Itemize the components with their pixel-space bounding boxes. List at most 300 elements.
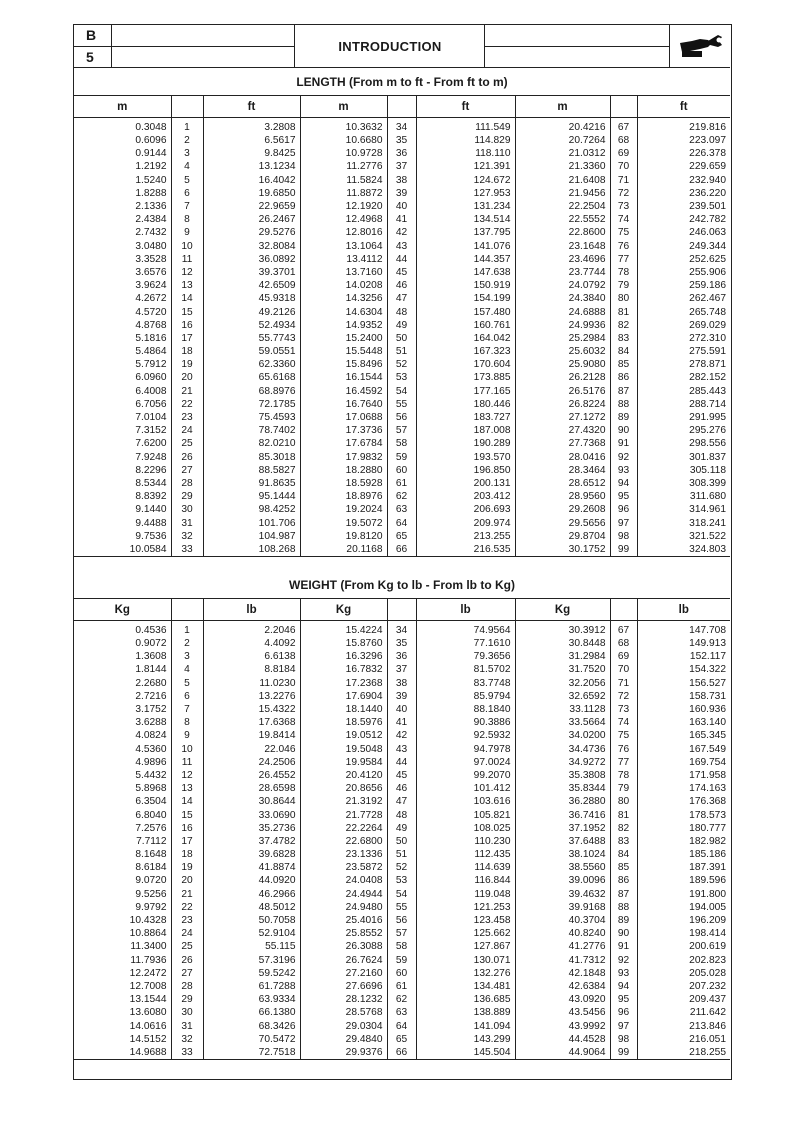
conversion-cell: 33.0690 [203,808,300,821]
conversion-cell: 13.1064 [300,240,387,253]
conversion-cell: 39.3701 [203,266,300,279]
value-index-cell: 13 [171,782,203,795]
conversion-cell: 0.9144 [74,147,171,160]
value-index-cell: 72 [610,187,637,200]
value-index-cell: 42 [387,729,416,742]
conversion-cell: 19.2024 [300,503,387,516]
conversion-cell: 190.289 [416,437,515,450]
value-index-cell: 18 [171,345,203,358]
conversion-cell: 28.6598 [203,782,300,795]
conversion-cell: 10.0584 [74,543,171,557]
conversion-cell: 24.0408 [300,874,387,887]
conversion-cell: 198.414 [689,928,726,940]
conversion-cell: 32.2056 [515,677,610,690]
conversion-cell: 57.3196 [203,954,300,967]
table-row [74,901,730,914]
conversion-cell: 108.268 [203,543,300,557]
conversion-cell: 3.1752 [74,703,171,716]
conversion-cell: 88.1840 [416,703,515,716]
conversion-cell: 23.5872 [300,861,387,874]
value-index-cell: 1 [171,118,203,135]
conversion-cell: 19.8120 [300,530,387,543]
value-index-cell: 64 [387,516,416,529]
conversion-cell: 143.299 [416,1033,515,1046]
length-section-title: LENGTH (From m to ft - From ft to m) [296,75,508,89]
conversion-cell: 118.110 [416,147,515,160]
table-row [74,663,730,676]
conversion-cell: 144.357 [416,253,515,266]
conversion-cell: 36.0892 [203,253,300,266]
table-row [74,795,730,808]
value-index-cell: 49 [387,319,416,332]
conversion-cell: 24.9936 [515,319,610,332]
conversion-cell: 187.391 [689,862,726,874]
value-index-cell: 41 [387,716,416,729]
value-index-cell: 48 [387,808,416,821]
conversion-cell: 91.8635 [203,477,300,490]
conversion-cell: 17.0688 [300,411,387,424]
conversion-cell: 0.9072 [74,637,171,650]
value-index-cell: 95 [610,993,637,1006]
conversion-cell: 15.5448 [300,345,387,358]
table-row [74,690,730,703]
conversion-cell: 79.3656 [416,650,515,663]
value-index-cell: 83 [610,332,637,345]
value-index-cell: 56 [387,914,416,927]
length-header-cell: m [74,96,171,118]
conversion-cell: 40.3704 [515,914,610,927]
conversion-cell: 99.2070 [416,769,515,782]
conversion-cell: 15.8496 [300,358,387,371]
weight-conversion-table [74,598,730,1060]
value-index-cell: 52 [387,358,416,371]
conversion-cell: 1.8144 [74,663,171,676]
value-index-cell: 41 [387,213,416,226]
value-index-cell: 29 [171,490,203,503]
value-index-cell: 74 [610,716,637,729]
conversion-cell: 104.987 [203,530,300,543]
value-index-cell: 6 [171,187,203,200]
conversion-cell: 34.0200 [515,729,610,742]
conversion-cell: 34.9272 [515,756,610,769]
conversion-cell: 40.8240 [515,927,610,940]
table-row [74,967,730,980]
value-index-cell: 97 [610,1019,637,1032]
conversion-cell: 196.850 [416,464,515,477]
conversion-cell: 232.940 [689,174,726,186]
conversion-cell: 21.3192 [300,795,387,808]
conversion-cell: 21.9456 [515,187,610,200]
conversion-cell: 39.4632 [515,888,610,901]
conversion-cell: 8.2296 [74,464,171,477]
table-row [74,1006,730,1019]
conversion-cell: 50.7058 [203,914,300,927]
table-row [74,451,730,464]
value-index-cell: 91 [610,437,637,450]
value-index-cell: 60 [387,967,416,980]
conversion-cell: 1.5240 [74,174,171,187]
conversion-cell: 3.2808 [203,118,300,135]
conversion-cell: 3.0480 [74,240,171,253]
conversion-cell: 1.2192 [74,160,171,173]
conversion-cell: 11.7936 [74,954,171,967]
conversion-cell: 15.8760 [300,637,387,650]
conversion-cell: 18.2880 [300,464,387,477]
value-index-cell: 69 [610,147,637,160]
conversion-cell: 138.889 [416,1006,515,1019]
conversion-cell: 28.6512 [515,477,610,490]
conversion-cell: 75.4593 [203,411,300,424]
conversion-cell: 164.042 [416,332,515,345]
conversion-cell: 20.8656 [300,782,387,795]
conversion-cell: 77.1610 [416,637,515,650]
conversion-cell: 4.0824 [74,729,171,742]
conversion-cell: 13.1234 [203,160,300,173]
conversion-cell: 275.591 [689,346,726,358]
table-row [74,464,730,477]
weight-header-cell: Kg [74,599,171,621]
conversion-cell: 26.3088 [300,940,387,953]
conversion-cell: 110.230 [416,835,515,848]
conversion-cell: 33.1128 [515,703,610,716]
conversion-cell: 45.9318 [203,292,300,305]
conversion-cell: 1.3608 [74,650,171,663]
header-divider-right [485,46,670,47]
weight-header-cell [387,599,416,621]
header-divider-left [74,46,295,47]
value-index-cell: 42 [387,226,416,239]
conversion-cell: 31.2984 [515,650,610,663]
value-index-cell: 2 [171,637,203,650]
value-index-cell: 94 [610,477,637,490]
value-index-cell: 68 [610,637,637,650]
value-index-cell: 43 [387,240,416,253]
conversion-cell: 18.5976 [300,716,387,729]
conversion-cell: 17.6368 [203,716,300,729]
conversion-cell: 2.7432 [74,226,171,239]
table-row [74,1046,730,1060]
conversion-cell: 38.1024 [515,848,610,861]
value-index-cell: 67 [610,118,637,135]
conversion-cell: 112.435 [416,848,515,861]
value-index-cell: 70 [610,663,637,676]
conversion-cell: 145.504 [416,1046,515,1060]
conversion-cell: 21.0312 [515,147,610,160]
table-row [74,530,730,543]
conversion-cell: 8.8184 [203,663,300,676]
value-index-cell: 22 [171,398,203,411]
value-index-cell: 44 [387,253,416,266]
conversion-cell: 28.3464 [515,464,610,477]
value-index-cell: 53 [387,371,416,384]
conversion-cell: 19.8414 [203,729,300,742]
conversion-cell: 17.6784 [300,437,387,450]
table-row [74,769,730,782]
value-index-cell: 72 [610,690,637,703]
conversion-cell: 63.9334 [203,993,300,1006]
conversion-cell: 6.0960 [74,371,171,384]
value-index-cell: 29 [171,993,203,1006]
conversion-cell: 43.9992 [515,1019,610,1032]
table-row [74,782,730,795]
conversion-cell: 41.7312 [515,954,610,967]
length-header-cell: ft [416,96,515,118]
table-row [74,703,730,716]
conversion-cell: 9.1440 [74,503,171,516]
value-index-cell: 19 [171,358,203,371]
table-row [74,637,730,650]
value-index-cell: 90 [610,424,637,437]
conversion-cell: 15.4224 [300,621,387,638]
value-index-cell: 7 [171,200,203,213]
conversion-cell: 28.5768 [300,1006,387,1019]
conversion-cell: 285.443 [689,385,726,397]
conversion-cell: 141.076 [416,240,515,253]
conversion-cell: 65.6168 [203,371,300,384]
conversion-cell: 85.9794 [416,690,515,703]
conversion-cell: 28.0416 [515,451,610,464]
conversion-cell: 24.3840 [515,292,610,305]
conversion-cell: 103.616 [416,795,515,808]
conversion-cell: 27.1272 [515,411,610,424]
value-index-cell: 21 [171,888,203,901]
table-row [74,1033,730,1046]
value-index-cell: 51 [387,848,416,861]
conversion-cell: 70.5472 [203,1033,300,1046]
value-index-cell: 52 [387,861,416,874]
conversion-cell: 239.501 [689,201,726,213]
value-index-cell: 58 [387,940,416,953]
conversion-cell: 19.0512 [300,729,387,742]
value-index-cell: 78 [610,769,637,782]
table-row [74,411,730,424]
conversion-cell: 20.1168 [300,543,387,557]
conversion-cell: 55.7743 [203,332,300,345]
conversion-cell: 6.7056 [74,398,171,411]
value-index-cell: 37 [387,160,416,173]
table-row [74,516,730,529]
conversion-cell: 200.619 [689,941,726,953]
conversion-cell: 116.844 [416,874,515,887]
value-index-cell: 26 [171,451,203,464]
value-index-cell: 75 [610,729,637,742]
value-index-cell: 26 [171,954,203,967]
value-index-cell: 13 [171,279,203,292]
value-index-cell: 84 [610,848,637,861]
conversion-cell: 125.662 [416,927,515,940]
conversion-cell: 169.754 [689,756,726,768]
conversion-cell: 196.209 [689,915,726,927]
conversion-cell: 121.391 [416,160,515,173]
conversion-cell: 178.573 [689,809,726,821]
value-index-cell: 2 [171,134,203,147]
value-index-cell: 93 [610,464,637,477]
conversion-cell: 7.6200 [74,437,171,450]
conversion-cell: 55.115 [203,940,300,953]
conversion-cell: 66.1380 [203,1006,300,1019]
conversion-cell: 9.0720 [74,874,171,887]
conversion-cell: 17.2368 [300,677,387,690]
conversion-cell: 211.642 [689,1007,726,1019]
conversion-cell: 92.5932 [416,729,515,742]
value-index-cell: 46 [387,782,416,795]
conversion-cell: 13.7160 [300,266,387,279]
value-index-cell: 27 [171,967,203,980]
conversion-cell: 32.6592 [515,690,610,703]
table-row [74,716,730,729]
conversion-cell: 157.480 [416,305,515,318]
conversion-cell: 18.5928 [300,477,387,490]
conversion-cell: 16.7640 [300,398,387,411]
value-index-cell: 74 [610,213,637,226]
conversion-cell: 27.2160 [300,967,387,980]
value-index-cell: 73 [610,703,637,716]
conversion-cell: 301.837 [689,451,726,463]
value-index-cell: 92 [610,954,637,967]
value-index-cell: 21 [171,385,203,398]
value-index-cell: 65 [387,1033,416,1046]
conversion-cell: 127.953 [416,187,515,200]
conversion-cell: 14.9352 [300,319,387,332]
table-row [74,993,730,1006]
value-index-cell: 4 [171,663,203,676]
conversion-cell: 12.1920 [300,200,387,213]
weight-header-cell: Kg [300,599,387,621]
table-row [74,822,730,835]
table-row [74,503,730,516]
conversion-cell: 5.8968 [74,782,171,795]
value-index-cell: 5 [171,174,203,187]
value-index-cell: 70 [610,160,637,173]
conversion-cell: 48.5012 [203,901,300,914]
length-header-cell: m [300,96,387,118]
value-index-cell: 81 [610,305,637,318]
conversion-cell: 4.8768 [74,319,171,332]
conversion-cell: 213.846 [689,1020,726,1032]
conversion-cell: 203.412 [416,490,515,503]
conversion-cell: 24.0792 [515,279,610,292]
conversion-cell: 314.961 [689,504,726,516]
conversion-cell: 185.186 [689,849,726,861]
value-index-cell: 98 [610,1033,637,1046]
conversion-cell: 23.4696 [515,253,610,266]
conversion-cell: 134.514 [416,213,515,226]
conversion-cell: 52.4934 [203,319,300,332]
conversion-cell: 14.9688 [74,1046,171,1060]
conversion-cell: 18.8976 [300,490,387,503]
conversion-cell: 7.7112 [74,835,171,848]
conversion-cell: 11.3400 [74,940,171,953]
conversion-cell: 19.5072 [300,516,387,529]
value-index-cell: 25 [171,437,203,450]
conversion-cell: 22.8600 [515,226,610,239]
conversion-cell: 19.9584 [300,756,387,769]
conversion-cell: 101.412 [416,782,515,795]
value-index-cell: 75 [610,226,637,239]
length-header-cell [171,96,203,118]
conversion-cell: 11.5824 [300,174,387,187]
value-index-cell: 81 [610,808,637,821]
section-code-letter: B [86,27,97,43]
conversion-cell: 25.4016 [300,914,387,927]
value-index-cell: 36 [387,147,416,160]
table-row [74,266,730,279]
conversion-cell: 149.913 [689,638,726,650]
table-row [74,213,730,226]
table-row [74,424,730,437]
conversion-cell: 42.6384 [515,980,610,993]
value-index-cell: 57 [387,927,416,940]
conversion-cell: 14.0208 [300,279,387,292]
conversion-cell: 10.8864 [74,927,171,940]
length-conversion-table [74,95,730,557]
conversion-cell: 183.727 [416,411,515,424]
conversion-cell: 88.5827 [203,464,300,477]
conversion-cell: 5.7912 [74,358,171,371]
conversion-cell: 101.706 [203,516,300,529]
conversion-cell: 26.2128 [515,371,610,384]
value-index-cell: 20 [171,371,203,384]
table-row [74,677,730,690]
conversion-cell: 11.2776 [300,160,387,173]
table-row [74,226,730,239]
value-index-cell: 24 [171,424,203,437]
value-index-cell: 63 [387,1006,416,1019]
value-index-cell: 91 [610,940,637,953]
table-row [74,371,730,384]
conversion-cell: 7.0104 [74,411,171,424]
wrench-hand-icon [678,31,724,61]
conversion-cell: 95.1444 [203,490,300,503]
conversion-cell: 61.7288 [203,980,300,993]
conversion-cell: 160.936 [689,704,726,716]
length-header-cell: ft [637,96,730,118]
conversion-cell: 13.6080 [74,1006,171,1019]
value-index-cell: 59 [387,954,416,967]
value-index-cell: 40 [387,703,416,716]
conversion-cell: 259.186 [689,280,726,292]
value-index-cell: 16 [171,822,203,835]
table-row [74,305,730,318]
value-index-cell: 50 [387,835,416,848]
conversion-cell: 180.777 [689,822,726,834]
conversion-cell: 29.2608 [515,503,610,516]
conversion-cell: 29.9376 [300,1046,387,1060]
conversion-cell: 246.063 [689,227,726,239]
value-index-cell: 71 [610,677,637,690]
conversion-cell: 262.467 [689,293,726,305]
conversion-cell: 35.3808 [515,769,610,782]
conversion-cell: 123.458 [416,914,515,927]
conversion-cell: 11.8872 [300,187,387,200]
value-index-cell: 68 [610,134,637,147]
table-row [74,861,730,874]
conversion-cell: 216.535 [416,543,515,557]
table-row [74,345,730,358]
table-row [74,398,730,411]
conversion-cell: 29.8704 [515,530,610,543]
value-index-cell: 4 [171,160,203,173]
value-index-cell: 31 [171,1019,203,1032]
conversion-cell: 33.5664 [515,716,610,729]
conversion-cell: 0.3048 [74,118,171,135]
conversion-cell: 26.8224 [515,398,610,411]
value-index-cell: 95 [610,490,637,503]
value-index-cell: 10 [171,240,203,253]
conversion-cell: 242.782 [689,214,726,226]
value-index-cell: 47 [387,292,416,305]
conversion-cell: 114.829 [416,134,515,147]
